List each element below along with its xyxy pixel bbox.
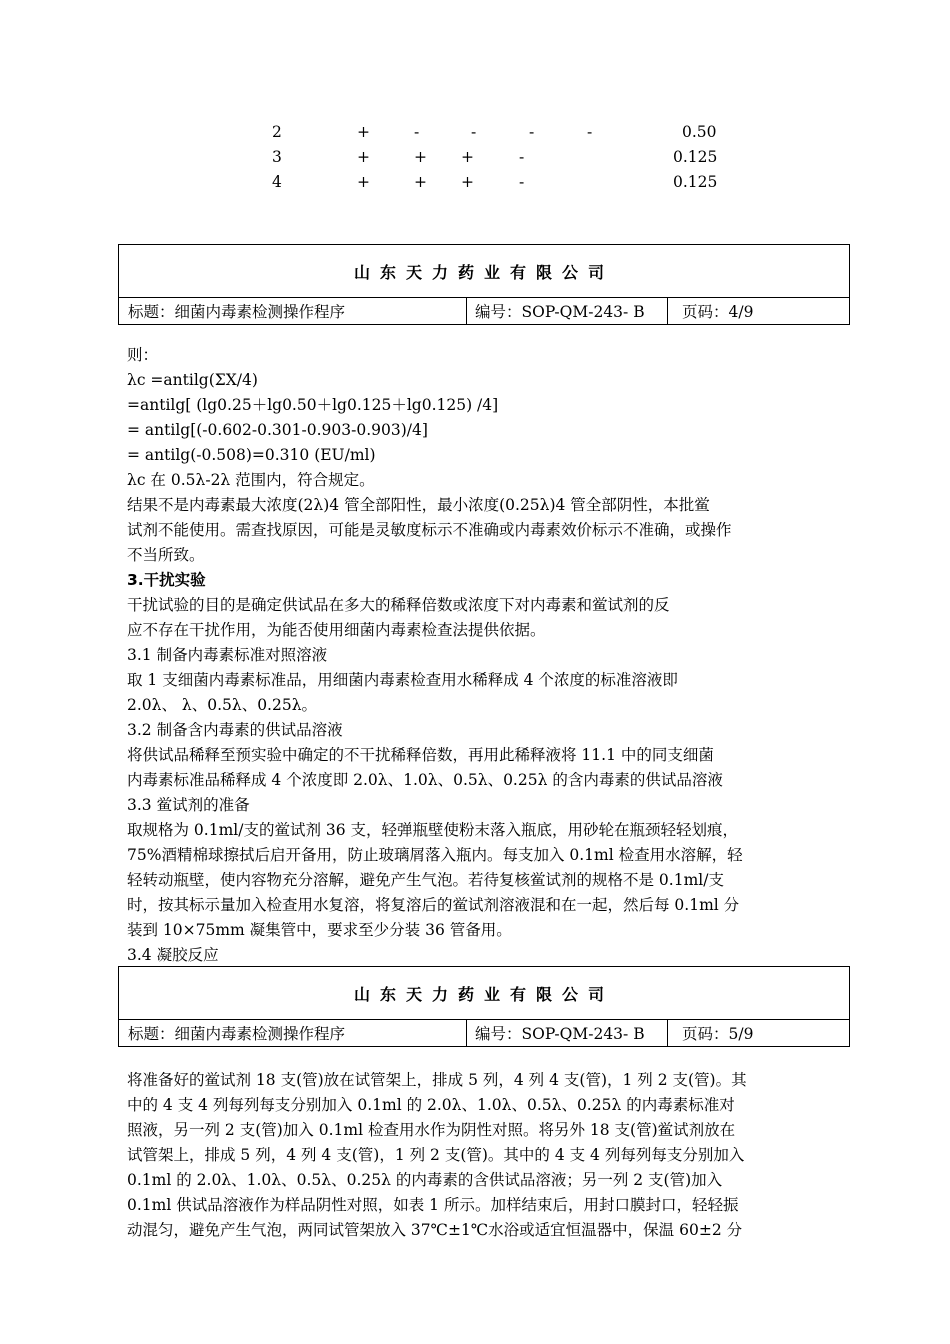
text-line: 中的 4 支 4 列每列每支分别加入 0.1ml 的 2.0λ、1.0λ、0.5λ、0.25λ 的内毒素标准对: [127, 1096, 735, 1114]
text-line: 干扰试验的目的是确定供试品在多大的稀释倍数或浓度下对内毒素和鲎试剂的反: [127, 596, 670, 614]
subsection-heading: 3.2 制备含内毒素的供试品溶液: [127, 721, 343, 739]
section-heading: 3.干扰实验: [127, 571, 206, 589]
subsection-heading: 3.1 制备内毒素标准对照溶液: [127, 646, 328, 664]
text-line: 取规格为 0.1ml/支的鲎试剂 36 支，轻弹瓶壁使粉末落入瓶底，用砂轮在瓶颈轻轻划痕，: [127, 821, 739, 839]
text-line: 时，按其标示量加入检查用水复溶，将复溶后的鲎试剂溶液混和在一起，然后每 0.1ml 分: [127, 896, 740, 914]
divider: [466, 298, 467, 324]
document-header: [118, 966, 850, 1047]
subsection-heading: 3.4 凝胶反应: [127, 946, 219, 964]
page-number: 页码：4/9: [682, 303, 754, 321]
text-line: 装到 10×75mm 凝集管中，要求至少分装 36 管备用。: [127, 921, 512, 939]
text-line: 试剂不能使用。需查找原因，可能是灵敏度标示不准确或内毒素效价标示不准确，或操作: [127, 521, 732, 539]
text-line: 取 1 支细菌内毒素标准品，用细菌内毒素检查用水稀释成 4 个浓度的标准溶液即: [127, 671, 678, 689]
text-line: λc 在 0.5λ-2λ 范围内，符合规定。: [127, 471, 375, 489]
text-line: = antilg(-0.508)=0.310 (EU/ml): [127, 446, 376, 464]
text-line: 不当所致。: [127, 546, 205, 564]
header-meta: [119, 298, 849, 324]
company-name: 山东天力药业有限公司: [119, 245, 849, 298]
divider: [667, 298, 668, 324]
doc-code: 编号：SOP-QM-243- B: [475, 303, 645, 321]
company-name: 山东天力药业有限公司: [119, 967, 849, 1020]
text-line: 动混匀，避免产生气泡，两同试管架放入 37℃±1℃水浴或适宜恒温器中，保温 60±2 分: [127, 1221, 743, 1239]
text-line: 2.0λ、 λ、0.5λ、0.25λ。: [127, 696, 318, 714]
doc-title: 标题：细菌内毒素检测操作程序: [128, 1025, 346, 1043]
text-line: 将供试品稀释至预实验中确定的不干扰稀释倍数，再用此稀释液将 11.1 中的同支细菌: [127, 746, 714, 764]
text-line: 则：: [127, 346, 159, 364]
divider: [466, 1020, 467, 1046]
text-line: λc =antilg(ΣX/4): [127, 371, 258, 389]
text-line: 75%酒精棉球擦拭后启开备用，防止玻璃屑落入瓶内。每支加入 0.1ml 检查用水溶解，轻: [127, 846, 743, 864]
text-line: 0.1ml 供试品溶液作为样品阴性对照，如表 1 所示。加样结束后，用封口膜封口，轻轻振: [127, 1196, 739, 1214]
text-line: 照液，另一列 2 支(管)加入 0.1ml 检查用水作为阴性对照。将另外 18 支(管)鲎试剂放在: [127, 1121, 736, 1139]
text-line: 轻转动瓶壁，使内容物充分溶解，避免产生气泡。若待复核鲎试剂的规格不是 0.1ml/支: [127, 871, 724, 889]
divider: [667, 1020, 668, 1046]
text-line: = antilg[(-0.602-0.301-0.903-0.903)/4]: [127, 421, 428, 439]
doc-title: 标题：细菌内毒素检测操作程序: [128, 303, 346, 321]
doc-code: 编号：SOP-QM-243- B: [475, 1025, 645, 1043]
page-number: 页码：5/9: [682, 1025, 754, 1043]
document-header: [118, 244, 850, 325]
text-line: 0.1ml 的 2.0λ、1.0λ、0.5λ、0.25λ 的内毒素的含供试品溶液；另一列 2 支(管)加入: [127, 1171, 723, 1189]
text-line: =antilg[ (lg0.25＋lg0.50＋lg0.125＋lg0.125) /4]: [127, 396, 499, 414]
text-line: 结果不是内毒素最大浓度(2λ)4 管全部阳性，最小浓度(0.25λ)4 管全部阴性，本批鲎: [127, 496, 710, 514]
text-line: 试管架上，排成 5 列，4 列 4 支(管)，1 列 2 支(管)。其中的 4 支 4 列每列每支分别加入: [127, 1146, 745, 1164]
text-line: 内毒素标准品稀释成 4 个浓度即 2.0λ、1.0λ、0.5λ、0.25λ 的含内毒素的供试品溶液: [127, 771, 723, 789]
text-line: 应不存在干扰作用，为能否使用细菌内毒素检查法提供依据。: [127, 621, 546, 639]
header-meta: [119, 1020, 849, 1046]
text-line: 将准备好的鲎试剂 18 支(管)放在试管架上，排成 5 列，4 列 4 支(管)，1 列 2 支(管)。其: [127, 1071, 747, 1089]
subsection-heading: 3.3 鲎试剂的准备: [127, 796, 250, 814]
